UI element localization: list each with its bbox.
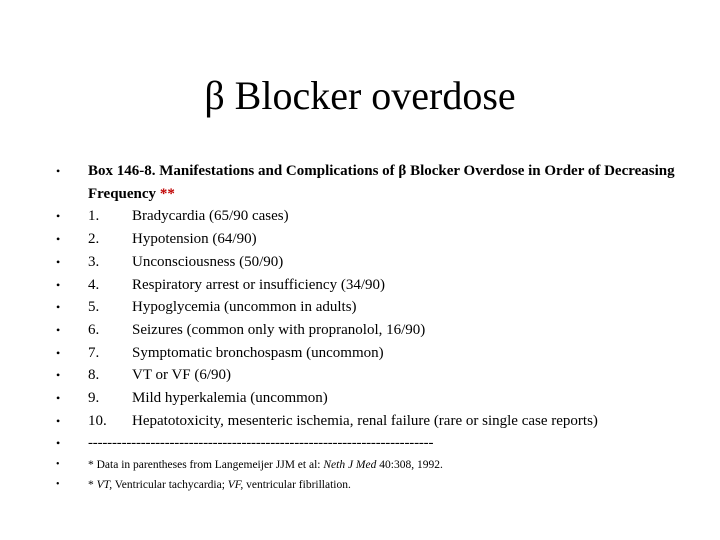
list-item-footnote-2 <box>56 475 696 495</box>
item-number: 3. <box>88 253 100 270</box>
item-number: 7. <box>88 344 100 361</box>
list-item <box>56 205 696 228</box>
item-text: Unconsciousness (50/90) <box>132 253 284 270</box>
bullet-icon: • <box>56 345 61 360</box>
bullet-icon: • <box>56 368 61 383</box>
list-item <box>56 364 696 387</box>
bullet-icon: • <box>56 322 61 337</box>
list-item-footnote-1 <box>56 455 696 475</box>
bullet-icon: • <box>56 413 61 428</box>
bullet-icon: • <box>56 300 61 315</box>
item-text: VT or VF (6/90) <box>132 367 232 384</box>
box-heading-stars: ** <box>159 185 175 202</box>
bullet-icon: • <box>56 459 60 471</box>
item-number: 10. <box>88 412 107 429</box>
footnote-2-suffix: ventricular fibrillation. <box>243 479 351 492</box>
bullet-icon: • <box>56 232 61 247</box>
item-number: 1. <box>88 208 100 225</box>
footnote-2-vf: VF, <box>227 479 244 492</box>
footnote-2-prefix: * <box>88 479 97 492</box>
manifestation-list <box>56 205 696 432</box>
list-item-divider <box>56 432 696 455</box>
bullet-icon: • <box>56 254 61 269</box>
item-text: Symptomatic bronchospasm (uncommon) <box>132 344 384 361</box>
list-item <box>56 410 696 433</box>
bullet-icon: • <box>56 479 60 491</box>
bullet-icon: • <box>56 436 61 451</box>
item-number: 5. <box>88 299 100 316</box>
item-text: Seizures (common only with propranolol, 16/90) <box>132 321 426 338</box>
list-item <box>56 319 696 342</box>
item-number: 4. <box>88 276 100 293</box>
bullet-icon: • <box>56 209 61 224</box>
item-number: 9. <box>88 390 100 407</box>
list-item <box>56 274 696 297</box>
item-text: Mild hyperkalemia (uncommon) <box>132 390 328 407</box>
list-item <box>56 228 696 251</box>
list-item <box>56 387 696 410</box>
footnote-2-vt: VT, <box>96 479 113 492</box>
list-item <box>56 296 696 319</box>
footnote-2-mid: Ventricular tachycardia; <box>112 479 228 492</box>
footnote-1-journal: Neth J Med <box>323 459 377 472</box>
item-text: Hepatotoxicity, mesenteric ischemia, renal failure (rare or single case reports) <box>132 412 598 429</box>
bullet-icon: • <box>56 164 61 178</box>
slide-title: β Blocker overdose <box>204 73 516 118</box>
list-item <box>56 342 696 365</box>
item-number: 6. <box>88 321 100 338</box>
box-heading: Box 146-8. Manifestations and Complications of β Blocker Overdose in Order of Decreasing Frequency <box>88 163 675 202</box>
bullet-list <box>56 160 696 495</box>
item-text: Respiratory arrest or insufficiency (34/90) <box>132 276 385 293</box>
item-number: 8. <box>88 367 100 384</box>
list-item-heading <box>56 160 696 205</box>
divider-line: ------------------------------------------------------------------------ <box>88 435 434 452</box>
list-item <box>56 251 696 274</box>
footnote-1-prefix: * Data in parentheses from Langemeijer JJM et al: <box>88 459 324 472</box>
footnote-1-suffix: 40:308, 1992. <box>376 459 443 472</box>
item-text: Hypotension (64/90) <box>132 231 257 248</box>
bullet-icon: • <box>56 391 61 406</box>
item-number: 2. <box>88 231 100 248</box>
item-text: Bradycardia (65/90 cases) <box>132 208 289 225</box>
item-text: Hypoglycemia (uncommon in adults) <box>132 299 357 316</box>
bullet-icon: • <box>56 277 61 292</box>
